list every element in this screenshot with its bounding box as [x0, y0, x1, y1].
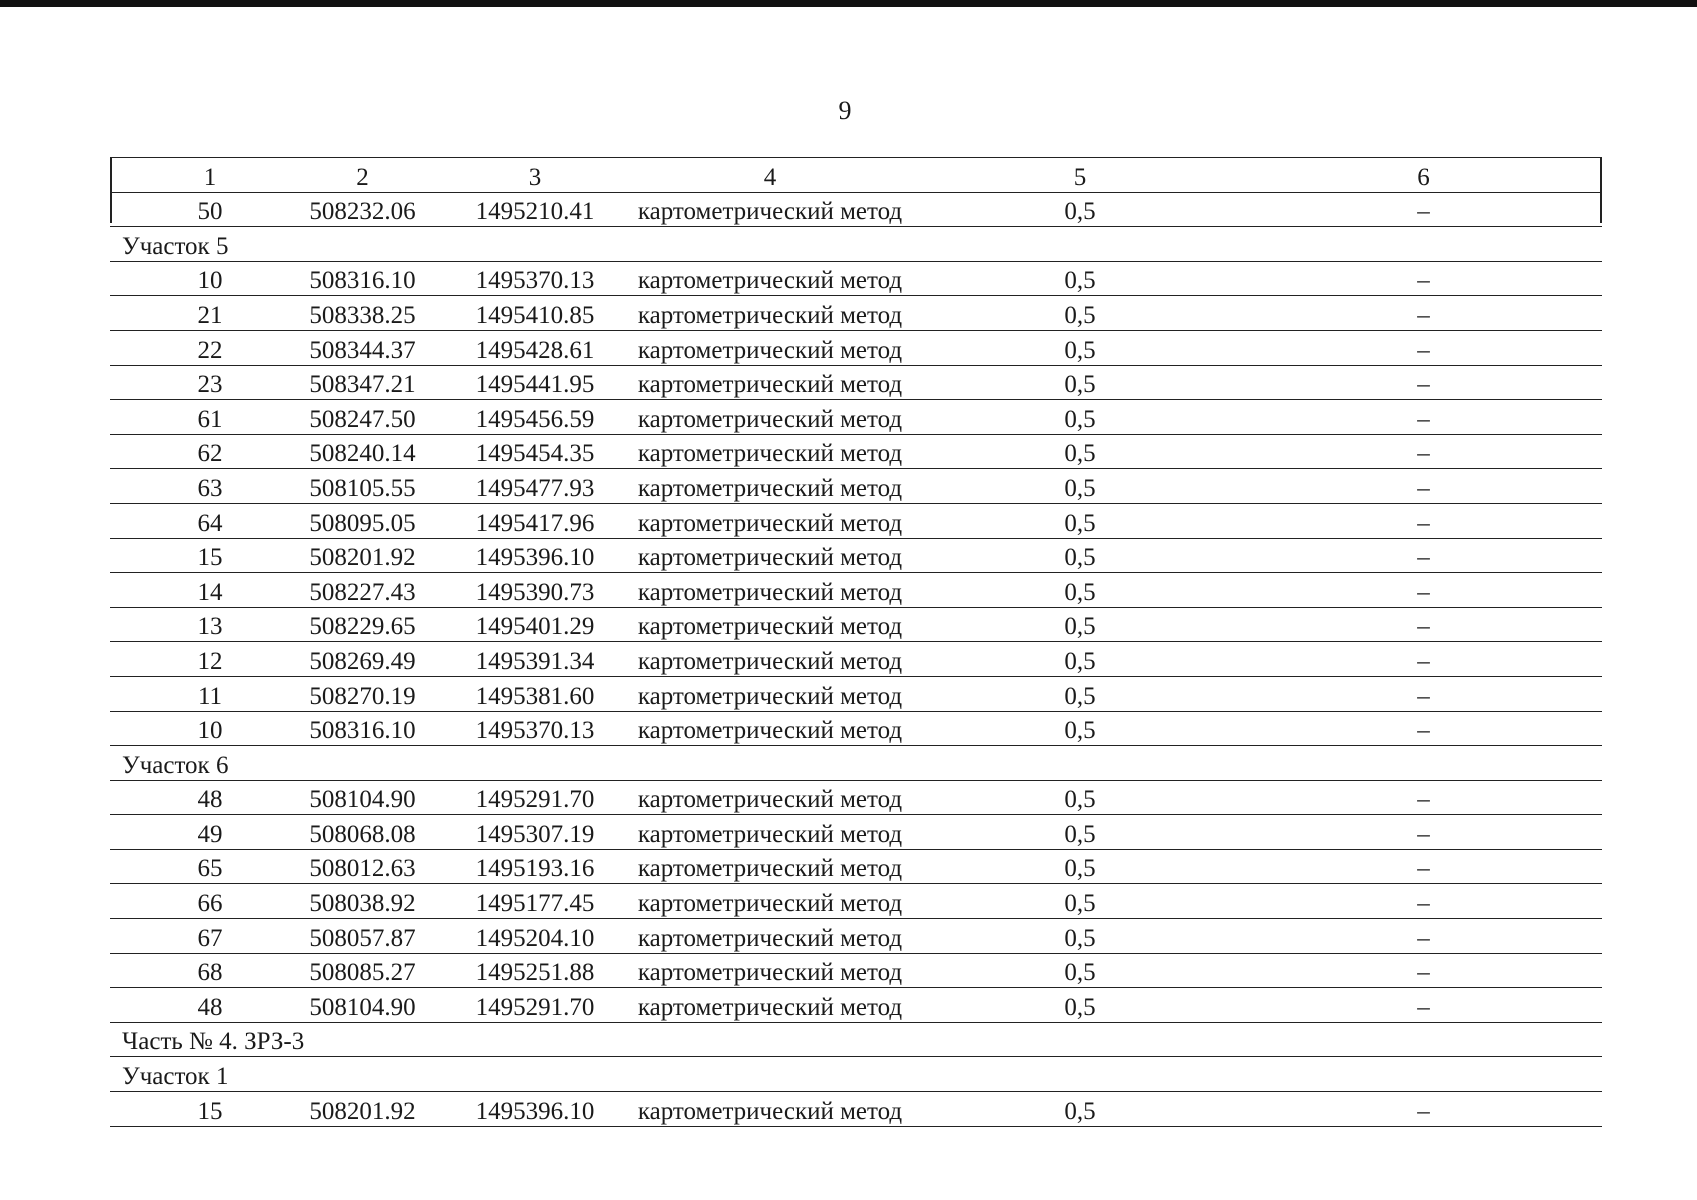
- point-number-cell: 66: [110, 884, 280, 919]
- y-coordinate-cell: 1495204.10: [445, 919, 625, 954]
- x-coordinate-cell: 508104.90: [280, 988, 445, 1023]
- header-cell: 2: [280, 158, 445, 193]
- method-cell: картометрический метод: [625, 365, 915, 400]
- note-cell: –: [1245, 815, 1602, 850]
- y-coordinate-cell: 1495396.10: [445, 538, 625, 573]
- x-coordinate-cell: 508344.37: [280, 330, 445, 365]
- accuracy-cell: 0,5: [915, 296, 1245, 331]
- note-cell: –: [1245, 607, 1602, 642]
- table-row: [110, 296, 1602, 331]
- point-number-cell: 62: [110, 434, 280, 469]
- table-row: [110, 469, 1602, 504]
- y-coordinate-cell: 1495193.16: [445, 849, 625, 884]
- y-coordinate-cell: 1495410.85: [445, 296, 625, 331]
- point-number-cell: 23: [110, 365, 280, 400]
- accuracy-cell: 0,5: [915, 503, 1245, 538]
- point-number-cell: 61: [110, 400, 280, 435]
- point-number-cell: 65: [110, 849, 280, 884]
- table-row: [110, 192, 1602, 227]
- point-number-cell: 21: [110, 296, 280, 331]
- note-cell: –: [1245, 919, 1602, 954]
- x-coordinate-cell: 508105.55: [280, 469, 445, 504]
- point-number-cell: 13: [110, 607, 280, 642]
- x-coordinate-cell: 508229.65: [280, 607, 445, 642]
- table-row: [110, 538, 1602, 573]
- y-coordinate-cell: 1495441.95: [445, 365, 625, 400]
- accuracy-cell: 0,5: [915, 815, 1245, 850]
- accuracy-cell: 0,5: [915, 192, 1245, 227]
- accuracy-cell: 0,5: [915, 469, 1245, 504]
- x-coordinate-cell: 508085.27: [280, 953, 445, 988]
- accuracy-cell: 0,5: [915, 573, 1245, 608]
- header-cell: 3: [445, 158, 625, 193]
- accuracy-cell: 0,5: [915, 988, 1245, 1023]
- note-cell: –: [1245, 711, 1602, 746]
- table-row: [110, 919, 1602, 954]
- accuracy-cell: 0,5: [915, 607, 1245, 642]
- y-coordinate-cell: 1495454.35: [445, 434, 625, 469]
- point-number-cell: 63: [110, 469, 280, 504]
- x-coordinate-cell: 508057.87: [280, 919, 445, 954]
- table-row: [110, 330, 1602, 365]
- note-cell: –: [1245, 296, 1602, 331]
- method-cell: картометрический метод: [625, 607, 915, 642]
- note-cell: –: [1245, 400, 1602, 435]
- x-coordinate-cell: 508201.92: [280, 538, 445, 573]
- section-title: Участок 1: [110, 1057, 1602, 1092]
- x-coordinate-cell: 508095.05: [280, 503, 445, 538]
- table-row: [110, 780, 1602, 815]
- table-row: [110, 503, 1602, 538]
- point-number-cell: 12: [110, 642, 280, 677]
- table-body: [110, 158, 1602, 1127]
- section-row: [110, 1022, 1602, 1057]
- method-cell: картометрический метод: [625, 988, 915, 1023]
- table-right-border: [1600, 157, 1602, 223]
- point-number-cell: 67: [110, 919, 280, 954]
- table-row: [110, 261, 1602, 296]
- x-coordinate-cell: 508227.43: [280, 573, 445, 608]
- point-number-cell: 50: [110, 192, 280, 227]
- accuracy-cell: 0,5: [915, 434, 1245, 469]
- accuracy-cell: 0,5: [915, 330, 1245, 365]
- table-row: [110, 642, 1602, 677]
- point-number-cell: 48: [110, 780, 280, 815]
- point-number-cell: 64: [110, 503, 280, 538]
- y-coordinate-cell: 1495291.70: [445, 780, 625, 815]
- section-title: Участок 5: [110, 227, 1602, 262]
- note-cell: –: [1245, 538, 1602, 573]
- y-coordinate-cell: 1495177.45: [445, 884, 625, 919]
- x-coordinate-cell: 508104.90: [280, 780, 445, 815]
- point-number-cell: 10: [110, 261, 280, 296]
- table-row: [110, 365, 1602, 400]
- note-cell: –: [1245, 676, 1602, 711]
- accuracy-cell: 0,5: [915, 919, 1245, 954]
- section-row: [110, 746, 1602, 781]
- accuracy-cell: 0,5: [915, 642, 1245, 677]
- x-coordinate-cell: 508316.10: [280, 711, 445, 746]
- accuracy-cell: 0,5: [915, 849, 1245, 884]
- note-cell: –: [1245, 261, 1602, 296]
- method-cell: картометрический метод: [625, 261, 915, 296]
- x-coordinate-cell: 508012.63: [280, 849, 445, 884]
- section-title: Участок 6: [110, 746, 1602, 781]
- y-coordinate-cell: 1495210.41: [445, 192, 625, 227]
- table-row: [110, 1092, 1602, 1127]
- x-coordinate-cell: 508338.25: [280, 296, 445, 331]
- y-coordinate-cell: 1495381.60: [445, 676, 625, 711]
- note-cell: –: [1245, 573, 1602, 608]
- accuracy-cell: 0,5: [915, 1092, 1245, 1127]
- accuracy-cell: 0,5: [915, 953, 1245, 988]
- table-row: [110, 988, 1602, 1023]
- method-cell: картометрический метод: [625, 538, 915, 573]
- note-cell: –: [1245, 849, 1602, 884]
- method-cell: картометрический метод: [625, 400, 915, 435]
- y-coordinate-cell: 1495456.59: [445, 400, 625, 435]
- accuracy-cell: 0,5: [915, 365, 1245, 400]
- method-cell: картометрический метод: [625, 434, 915, 469]
- x-coordinate-cell: 508316.10: [280, 261, 445, 296]
- table-row: [110, 849, 1602, 884]
- y-coordinate-cell: 1495291.70: [445, 988, 625, 1023]
- header-cell: 6: [1245, 158, 1602, 193]
- method-cell: картометрический метод: [625, 503, 915, 538]
- note-cell: –: [1245, 330, 1602, 365]
- table-row: [110, 400, 1602, 435]
- method-cell: картометрический метод: [625, 192, 915, 227]
- y-coordinate-cell: 1495390.73: [445, 573, 625, 608]
- coordinates-table: [110, 157, 1602, 1127]
- note-cell: –: [1245, 503, 1602, 538]
- note-cell: –: [1245, 434, 1602, 469]
- x-coordinate-cell: 508201.92: [280, 1092, 445, 1127]
- method-cell: картометрический метод: [625, 919, 915, 954]
- note-cell: –: [1245, 192, 1602, 227]
- x-coordinate-cell: 508038.92: [280, 884, 445, 919]
- y-coordinate-cell: 1495307.19: [445, 815, 625, 850]
- note-cell: –: [1245, 884, 1602, 919]
- y-coordinate-cell: 1495401.29: [445, 607, 625, 642]
- table-row: [110, 884, 1602, 919]
- method-cell: картометрический метод: [625, 1092, 915, 1127]
- note-cell: –: [1245, 365, 1602, 400]
- point-number-cell: 68: [110, 953, 280, 988]
- method-cell: картометрический метод: [625, 296, 915, 331]
- section-title: Часть № 4. ЗРЗ-3: [110, 1022, 1602, 1057]
- y-coordinate-cell: 1495396.10: [445, 1092, 625, 1127]
- note-cell: –: [1245, 988, 1602, 1023]
- accuracy-cell: 0,5: [915, 711, 1245, 746]
- y-coordinate-cell: 1495417.96: [445, 503, 625, 538]
- point-number-cell: 49: [110, 815, 280, 850]
- table-row: [110, 607, 1602, 642]
- method-cell: картометрический метод: [625, 884, 915, 919]
- y-coordinate-cell: 1495251.88: [445, 953, 625, 988]
- method-cell: картометрический метод: [625, 642, 915, 677]
- point-number-cell: 10: [110, 711, 280, 746]
- accuracy-cell: 0,5: [915, 780, 1245, 815]
- note-cell: –: [1245, 642, 1602, 677]
- section-row: [110, 227, 1602, 262]
- point-number-cell: 11: [110, 676, 280, 711]
- accuracy-cell: 0,5: [915, 261, 1245, 296]
- y-coordinate-cell: 1495370.13: [445, 261, 625, 296]
- y-coordinate-cell: 1495391.34: [445, 642, 625, 677]
- method-cell: картометрический метод: [625, 849, 915, 884]
- x-coordinate-cell: 508269.49: [280, 642, 445, 677]
- x-coordinate-cell: 508247.50: [280, 400, 445, 435]
- accuracy-cell: 0,5: [915, 400, 1245, 435]
- point-number-cell: 15: [110, 1092, 280, 1127]
- y-coordinate-cell: 1495477.93: [445, 469, 625, 504]
- method-cell: картометрический метод: [625, 330, 915, 365]
- header-cell: 4: [625, 158, 915, 193]
- note-cell: –: [1245, 780, 1602, 815]
- x-coordinate-cell: 508270.19: [280, 676, 445, 711]
- x-coordinate-cell: 508068.08: [280, 815, 445, 850]
- table-row: [110, 573, 1602, 608]
- point-number-cell: 14: [110, 573, 280, 608]
- y-coordinate-cell: 1495428.61: [445, 330, 625, 365]
- y-coordinate-cell: 1495370.13: [445, 711, 625, 746]
- page-number: 9: [838, 96, 852, 125]
- method-cell: картометрический метод: [625, 573, 915, 608]
- x-coordinate-cell: 508347.21: [280, 365, 445, 400]
- accuracy-cell: 0,5: [915, 676, 1245, 711]
- method-cell: картометрический метод: [625, 780, 915, 815]
- x-coordinate-cell: 508240.14: [280, 434, 445, 469]
- table-left-border: [110, 157, 112, 223]
- table-row: [110, 711, 1602, 746]
- x-coordinate-cell: 508232.06: [280, 192, 445, 227]
- table-row: [110, 953, 1602, 988]
- method-cell: картометрический метод: [625, 676, 915, 711]
- point-number-cell: 15: [110, 538, 280, 573]
- table-row: [110, 434, 1602, 469]
- section-row: [110, 1057, 1602, 1092]
- header-cell: 5: [915, 158, 1245, 193]
- accuracy-cell: 0,5: [915, 884, 1245, 919]
- method-cell: картометрический метод: [625, 711, 915, 746]
- note-cell: –: [1245, 469, 1602, 504]
- table-header-row: [110, 158, 1602, 193]
- table-row: [110, 815, 1602, 850]
- accuracy-cell: 0,5: [915, 538, 1245, 573]
- note-cell: –: [1245, 1092, 1602, 1127]
- table-row: [110, 676, 1602, 711]
- scan-top-edge: [0, 0, 1697, 7]
- header-cell: 1: [110, 158, 280, 193]
- point-number-cell: 48: [110, 988, 280, 1023]
- point-number-cell: 22: [110, 330, 280, 365]
- method-cell: картометрический метод: [625, 469, 915, 504]
- note-cell: –: [1245, 953, 1602, 988]
- method-cell: картометрический метод: [625, 953, 915, 988]
- method-cell: картометрический метод: [625, 815, 915, 850]
- coordinates-table-container: [110, 157, 1602, 1127]
